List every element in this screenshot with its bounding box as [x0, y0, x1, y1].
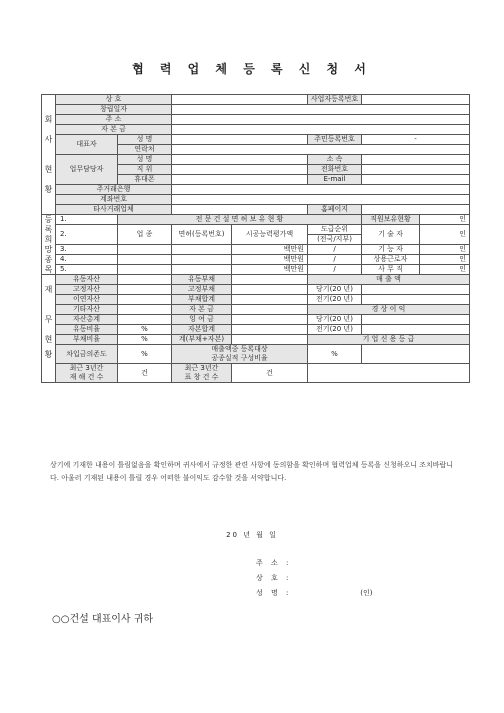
license-row-5: 5. [56, 265, 118, 275]
unit-million: 백만원 [232, 245, 308, 255]
label-deferred-assets: 이연자산 [56, 295, 118, 305]
recipient: ○○건설 대표이사 귀하 [52, 614, 154, 625]
side-label: 현 [42, 335, 56, 345]
field-address[interactable] [172, 115, 470, 125]
label-staff-title: 직 위 [118, 165, 172, 175]
label-staff-phone: 전화번호 [308, 165, 362, 175]
label-current-liab: 유동부채 [172, 275, 232, 285]
sales-ratio-line1: 매출액중 등록대상 [211, 345, 268, 353]
signature-address [256, 558, 302, 568]
label-capital: 자 본 금 [56, 125, 172, 135]
debt-ratio-pct[interactable]: % [118, 335, 172, 345]
label-staff-dept: 소 속 [308, 155, 362, 165]
label-accidents [56, 364, 118, 383]
license-row-2: 2. [56, 225, 118, 245]
side-label: 목 [42, 265, 56, 275]
signature-address-label: 주 소 : [256, 559, 292, 567]
license-row-1: 1. [56, 215, 118, 225]
awards-count[interactable]: 건 [232, 364, 308, 383]
signature-company [256, 573, 302, 583]
registration-table [41, 94, 470, 383]
staff-total[interactable]: 인 [420, 215, 470, 225]
rank-slash: / [308, 255, 362, 265]
col-rank-top: 도급순위 [308, 225, 362, 235]
side-label: 무 [42, 315, 56, 325]
signature-company-label: 상 호 : [256, 574, 292, 582]
sales-ratio-line2: 공종실적 구성비율 [211, 354, 268, 362]
field-founded[interactable] [172, 105, 470, 115]
field-company-name[interactable] [172, 95, 308, 105]
label-homepage: 홈페이지 [308, 205, 362, 215]
side-label: 희 [42, 235, 56, 245]
signature-name [256, 588, 372, 598]
label-other-assets: 기타자산 [56, 305, 118, 315]
field-staff-phone[interactable] [362, 165, 470, 175]
rank-slash: / [308, 245, 362, 255]
label-representative: 대표자 [56, 135, 118, 155]
label-fixed-assets: 고정자산 [56, 285, 118, 295]
accidents-line2: 재 해 건 수 [69, 373, 104, 381]
label-rep-name: 성 명 [118, 135, 172, 145]
label-fixed-liab: 고정부채 [172, 285, 232, 295]
label-awards [172, 364, 232, 383]
field-biz-number[interactable] [362, 95, 470, 105]
sales-ratio-pct[interactable]: % [308, 345, 362, 364]
label-staff-mobile: 휴대폰 [118, 175, 172, 185]
sales-this-year: 당기(20 년) [308, 285, 362, 295]
label-rep-id: 주민등록번호 [308, 135, 362, 145]
label-staff-name: 성 명 [118, 155, 172, 165]
field-staff-title[interactable] [172, 165, 308, 175]
label-borrow-dependency: 차입금의존도 [56, 345, 118, 364]
label-founded: 창립일자 [56, 105, 172, 115]
staff-office-count[interactable]: 인 [420, 265, 470, 275]
field-capital[interactable] [172, 125, 470, 135]
label-current-ratio: 유동비율 [56, 325, 118, 335]
unit-million: 백만원 [232, 255, 308, 265]
field-rep-id[interactable]: - [362, 135, 470, 145]
form-title: 협 력 업 체 등 록 신 청 서 [132, 62, 372, 76]
staff-office: 사 무 직 [362, 265, 420, 275]
side-label: 황 [42, 345, 56, 364]
label-sales: 매 출 액 [308, 275, 470, 285]
staff-skill: 기 능 자 [362, 245, 420, 255]
staff-tech-count[interactable]: 인 [420, 225, 470, 245]
staff-skill-count[interactable]: 인 [420, 245, 470, 255]
label-liab-equity: 계(부채+자본) [172, 335, 232, 345]
rank-slash: / [308, 265, 362, 275]
current-ratio-pct[interactable]: % [118, 325, 172, 335]
label-capital-stock: 자 본 금 [172, 305, 232, 315]
label-staff: 업무담당자 [56, 155, 118, 185]
field-staff-mobile[interactable] [172, 175, 308, 185]
label-current-assets: 유동자산 [56, 275, 118, 285]
field-homepage[interactable] [362, 205, 470, 215]
side-label: 사 [42, 135, 56, 145]
side-label: 망 [42, 245, 56, 255]
side-label: 회 [42, 115, 56, 125]
label-total-equity: 자본합계 [172, 325, 232, 335]
staff-regular: 상용근로자 [362, 255, 420, 265]
staff-header: 직원보유현황 [362, 215, 420, 225]
seal-mark: (인) [360, 589, 373, 597]
label-bank: 주거래은행 [56, 185, 172, 195]
field-rep-contact[interactable] [172, 145, 470, 155]
sales-last-year: 전기(20 년) [308, 295, 362, 305]
col-type: 업 종 [118, 225, 172, 245]
label-credit-rating: 기 업 신 용 등 급 [308, 335, 470, 345]
field-staff-dept[interactable] [362, 155, 470, 165]
label-profit: 경 상 이 익 [308, 305, 470, 315]
borrow-dependency-pct[interactable]: % [118, 345, 172, 364]
field-rep-name[interactable] [172, 135, 308, 145]
label-company-name: 상 호 [56, 95, 172, 105]
profit-last-year: 전기(20 년) [308, 325, 362, 335]
field-staff-name[interactable] [172, 155, 308, 165]
staff-regular-count[interactable]: 인 [420, 255, 470, 265]
label-biz-number: 사업자등록번호 [308, 95, 362, 105]
unit-million: 백만원 [232, 265, 308, 275]
accidents-count[interactable]: 건 [118, 364, 172, 383]
col-rank-bottom: (전국/지부) [308, 235, 362, 245]
label-total-liab: 부채합계 [172, 295, 232, 305]
license-header: 전 문 건 설 면 허 보 유 현 황 [118, 215, 362, 225]
side-label: 재 [42, 285, 56, 295]
label-rep-contact: 연락처 [118, 145, 172, 155]
label-total-assets: 자산총계 [56, 315, 118, 325]
field-account[interactable] [172, 195, 470, 205]
side-label: 등 [42, 215, 56, 225]
field-staff-email[interactable] [362, 175, 470, 185]
signature-name-label: 성 명 : [256, 589, 292, 597]
label-account: 계좌번호 [56, 195, 172, 205]
label-other-clients: 타사거래업체 [56, 205, 172, 215]
license-row-3: 3. [56, 245, 118, 255]
side-label: 록 [42, 225, 56, 235]
side-label: 황 [42, 185, 56, 195]
label-address: 주 소 [56, 115, 172, 125]
label-sales-ratio [172, 345, 308, 364]
profit-this-year: 당기(20 년) [308, 315, 362, 325]
accidents-line1: 최근 3년간 [69, 364, 104, 372]
label-debt-ratio: 부채비율 [56, 335, 118, 345]
awards-line2: 표 창 건 수 [184, 373, 219, 381]
pledge-statement: 상기에 기재한 내용이 틀림없음을 확인하며 귀사에서 규정한 관련 사항에 동의함을 확인하며 협력업체 등록을 신청하오니 조치바랍니다. 아울러 기재된 내용이 틀릴 경우 어떠한 불이익도 감수할 것을 서약합니다. [50, 461, 454, 482]
side-label: 종 [42, 255, 56, 265]
awards-line1: 최근 3년간 [184, 364, 219, 372]
field-other-clients[interactable] [172, 205, 308, 215]
field-bank[interactable] [172, 185, 470, 195]
col-license: 면허(등록번호) [172, 225, 232, 245]
application-date: 20 년 월 일 [226, 531, 278, 539]
label-surplus: 잉 여 금 [172, 315, 232, 325]
side-label: 현 [42, 165, 56, 175]
staff-tech: 기 술 자 [362, 225, 420, 245]
col-capacity: 시공능력평가액 [232, 225, 308, 245]
label-staff-email: E-mail [308, 175, 362, 185]
license-row-4: 4. [56, 255, 118, 265]
